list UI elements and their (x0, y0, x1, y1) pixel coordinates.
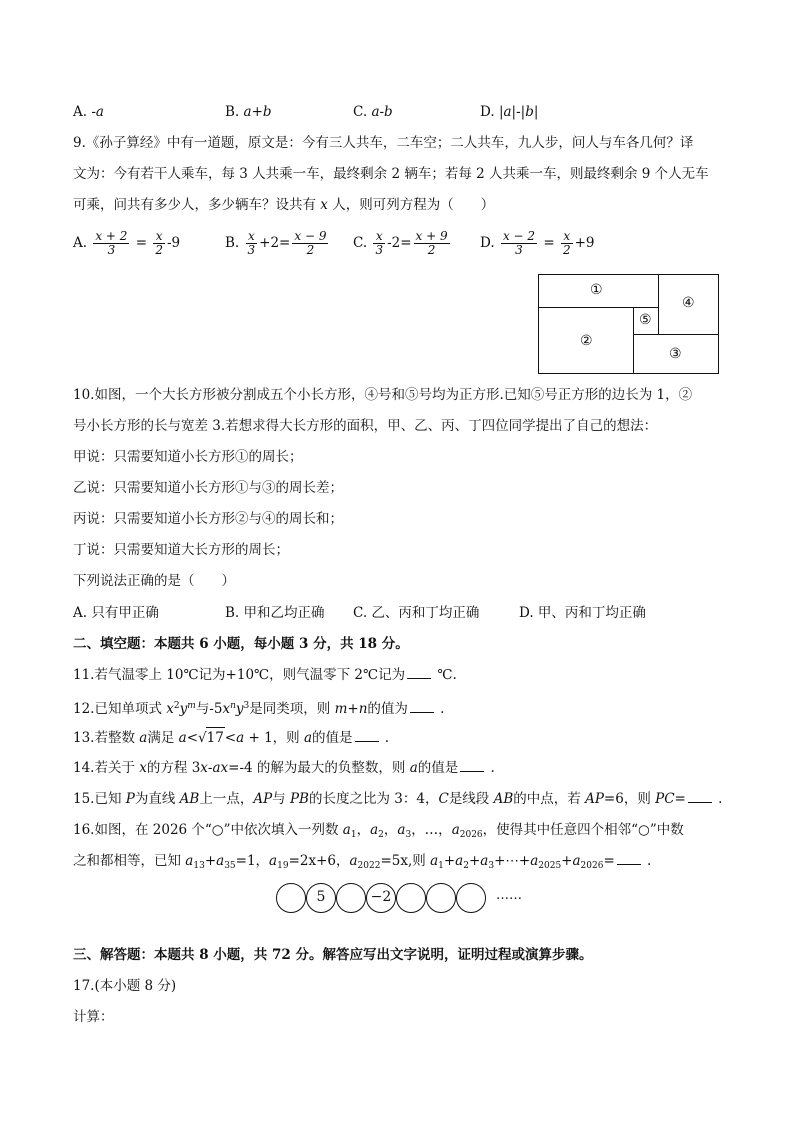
q10-option-a: A. 只有甲正确 (73, 605, 159, 621)
q17-calc: 计算： (73, 1009, 114, 1025)
label-3: ③ (669, 346, 682, 362)
q16-line1: 16.如图，在 2026 个“○”中依次填入一列数 $a_1$，$a_2$，$a_3$，…，$a_{2026}$，使得其中任意四个相邻“○”中数 (73, 822, 684, 840)
q9-line1: 9.《孙子算经》中有一道题，原文是：今有三人共车，二车空；二人共车，九人步，问人与车各几何？译 (73, 135, 694, 151)
q10-line2: 号小长方形的长与宽差 3.若想求得大长方形的面积，甲、乙、丙、丁四位同学提出了自己的想法： (73, 418, 658, 434)
circle-1 (276, 883, 306, 913)
q8-option-d: D. |a|-|b| (480, 104, 539, 120)
q12: 12.已知单项式 $x^2y^m$与$-5x^ny^3$是同类项，则 m+n的值为 . (73, 701, 445, 717)
circle-2: 5 (306, 883, 336, 913)
q8-option-c: C. a-b (353, 104, 393, 120)
circle-4: −2 (366, 883, 396, 913)
q10-jia: 甲说：只需要知道小长方形①的周长； (73, 449, 303, 465)
q13: 13.若整数 a满足 a<√17<a + 1，则 a的值是 . (73, 727, 389, 748)
q10-ding: 丁说：只需要知道大长方形的周长； (73, 542, 289, 558)
label-4: ④ (682, 295, 695, 311)
q9-option-d: D. $\frac{x - 2}{3}$ = $\frac{x}{2}$ +9 (480, 229, 595, 257)
label-1: ① (590, 282, 603, 298)
q9-line3: 可乘，问共有多少人，多少辆车？设共有 x 人，则可列方程为（ ） (73, 197, 495, 213)
q9-option-b: B. $\frac{x}{3}$ +2= $\frac{x - 9}{2}$ (225, 229, 327, 257)
q10-option-c: C. 乙、丙和丁均正确 (353, 605, 480, 621)
q10-line1: 10.如图，一个大长方形被分割成五个小长方形，④号和⑤号均为正方形.已知⑤号正方形的边长为 1，② (73, 387, 693, 403)
label-5: ⑤ (639, 312, 652, 328)
q10-bing: 丙说：只需要知道小长方形②与④的周长和； (73, 511, 343, 527)
q9-option-c: C. $\frac{x}{3}$ -2= $\frac{x + 9}{2}$ (353, 229, 448, 257)
q9-line2: 文为：今有若干人乘车，每 3 人共乘一车，最终剩余 2 辆车；若每 2 人共乘一车，则最终剩余 9 个人无车 (73, 166, 709, 182)
q10-yi: 乙说：只需要知道小长方形①与③的周长差； (73, 480, 343, 496)
label-2: ② (580, 333, 593, 349)
q10-option-b: B. 甲和乙均正确 (225, 605, 325, 621)
q11: 11.若气温零上 10℃记为+10℃，则气温零下 2℃记为 ℃. (73, 667, 457, 683)
q15: 15.已知 P为直线 AB上一点，AP与 PB的长度之比为 3：4，C是线段 AB的中点，若 AP=6，则 PC= . (73, 791, 723, 807)
section-3-heading: 三、解答题：本题共 8 小题，共 72 分。解答应写出文字说明，证明过程或演算步骤。 (73, 947, 593, 963)
circles-ellipsis: …… (496, 888, 522, 903)
circle-5 (396, 883, 426, 913)
circle-3 (336, 883, 366, 913)
circle-6 (426, 883, 456, 913)
q9-option-a: A. $\frac{x + 2}{3}$ = $\frac{x}{2}$ -9 (73, 229, 181, 257)
q17-title: 17.(本小题 8 分) (73, 978, 177, 994)
q14: 14.若关于 x的方程 3x-ax=-4 的解为最大的负整数，则 a的值是 . (73, 760, 495, 776)
circle-7 (456, 883, 486, 913)
q8-option-a: A. -a (73, 104, 104, 120)
q10-option-d: D. 甲、丙和丁均正确 (519, 605, 646, 621)
q10-figure (538, 274, 719, 374)
q8-option-b: B. a+b (225, 104, 272, 120)
section-2-heading: 二、填空题：本题共 6 小题，每小题 3 分，共 18 分。 (73, 636, 409, 652)
q16-line2: 之和都相等，已知 $a_{13}+a_{35}=1$，$a_{19}=2x+6$，$a_{2022}=5x$,则 $a_1+a_2+a_3+\cdots+a_{2025}+a_{2026}=$ . (73, 853, 652, 871)
q10-ask: 下列说法正确的是（ ） (73, 573, 235, 589)
